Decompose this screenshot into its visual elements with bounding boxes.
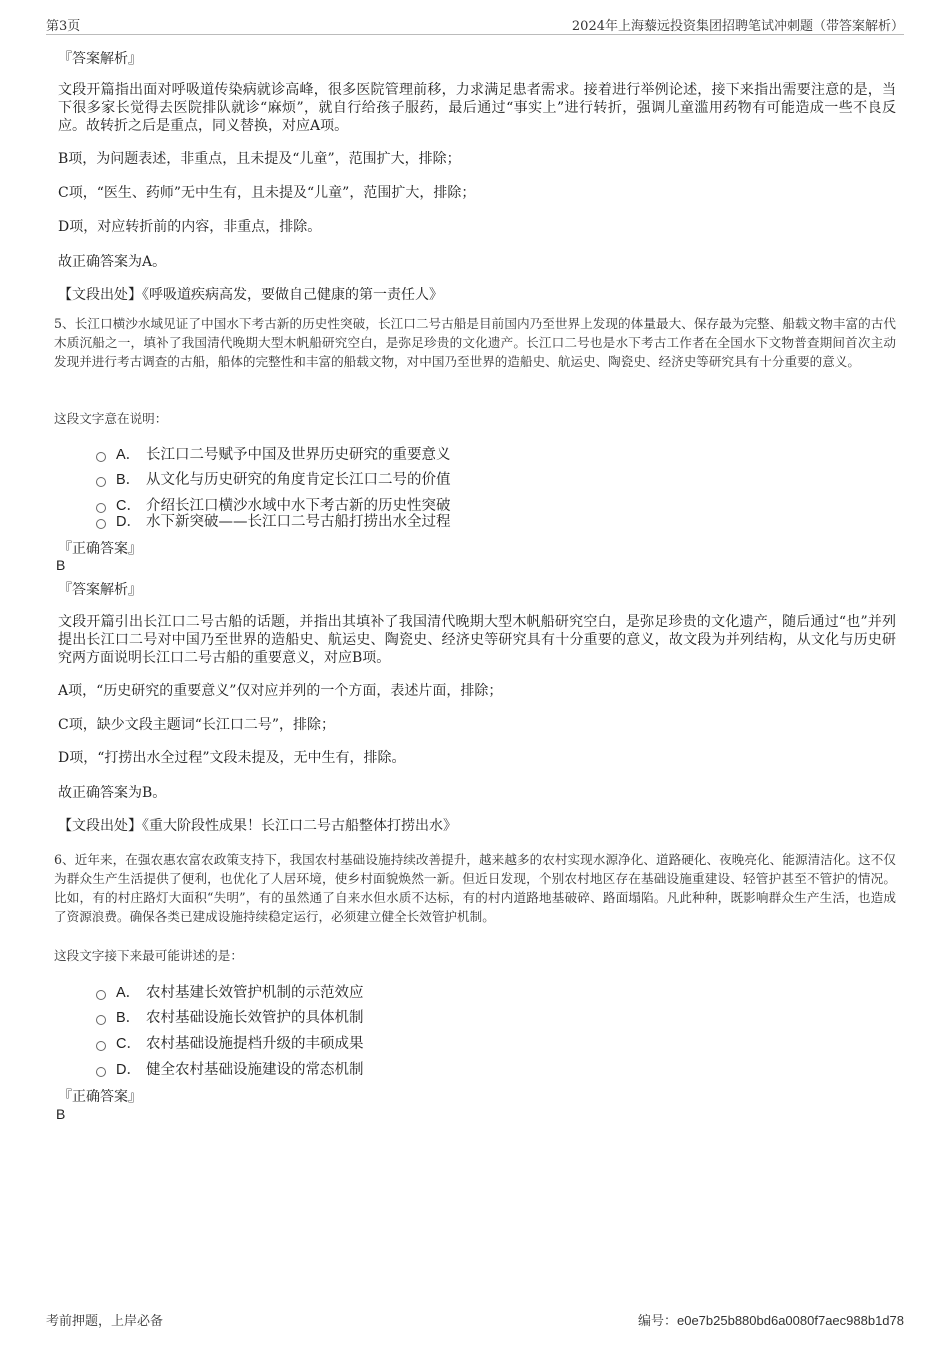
q4-source: 【文段出处】《呼吸道疾病高发，要做自己健康的第一责任人》	[58, 287, 443, 303]
q5-analysis: 文段开篇引出长江口二号古船的话题，并指出其填补了我国清代晚期大型木帆船研究空白，是弥足珍贵的文化遗产，随后通过“也”并列提出长江口二号对中国乃至世界的造船史、航运史、陶瓷史、经济史等研究具有十分重要的意义，故文段为并列结构，从文化与历史研究两方面说明长江口二号古船的重要意义，对应B项。	[58, 614, 896, 666]
radio-icon[interactable]	[96, 452, 106, 462]
footer-serial: 编号：e0e7b25b880bd6a0080f7aec988b1d78	[637, 1313, 904, 1328]
radio-icon[interactable]	[96, 1015, 106, 1025]
footer-slogan: 考前押题，上岸必备	[46, 1314, 164, 1329]
q5-option-b[interactable]	[96, 468, 451, 488]
option-text: 水下新突破——长江口二号古船打捞出水全过程	[146, 514, 451, 530]
q4-analysis-c: C项，“医生、药师”无中生有，且未提及“儿童”，范围扩大，排除；	[58, 185, 476, 201]
q5-option-a[interactable]	[96, 443, 451, 463]
q5-analysis-a: A项，“历史研究的重要意义”仅对应并列的一个方面，表述片面，排除；	[58, 683, 503, 699]
option-text: 健全农村基础设施建设的常态机制	[146, 1062, 364, 1078]
option-letter: B．	[116, 472, 141, 488]
q5-conclusion: 故正确答案为B。	[58, 785, 167, 801]
option-letter: D．	[116, 514, 141, 530]
page-header	[46, 12, 904, 35]
q5-analysis-c: C项，缺少文段主题词“长江口二号”，排除；	[58, 717, 336, 733]
q6-prompt: 这段文字接下来最可能讲述的是：	[54, 948, 243, 963]
option-text: 介绍长江口横沙水域中水下考古新的历史性突破	[146, 498, 451, 514]
q6-option-d[interactable]	[96, 1058, 364, 1078]
option-text: 从文化与历史研究的角度肯定长江口二号的价值	[146, 472, 451, 488]
radio-icon[interactable]	[96, 990, 106, 1000]
option-letter: D．	[116, 1062, 141, 1078]
q6-question-text: 6、近年来，在强农惠农富农政策支持下，我国农村基础设施持续改善提升，越来越多的农村实现水源净化、道路硬化、夜晚亮化、能源清洁化。这不仅为群众生产生活提供了便利，也优化了人居环境，使乡村面貌焕然一新。但近日发现，个别农村地区存在基础设施重建设、轻管护甚至不管护的情况。比如，有的村庄路灯大面积“失明”，有的虽然通了自来水但水质不达标，有的村内道路地基破碎、路面塌陷。凡此种种，既影响群众生产生活，也造成了资源浪费。确保各类已建成设施持续稳定运行，必须建立健全长效管护机制。	[54, 852, 896, 924]
radio-icon[interactable]	[96, 519, 106, 529]
q5-option-d[interactable]	[96, 510, 451, 530]
radio-icon[interactable]	[96, 1067, 106, 1077]
option-text: 农村基建长效管护机制的示范效应	[146, 985, 364, 1001]
option-letter: C．	[116, 1036, 141, 1052]
q6-correct-answer: B	[56, 1106, 66, 1122]
radio-icon[interactable]	[96, 477, 106, 487]
option-text: 农村基础设施长效管护的具体机制	[146, 1010, 364, 1026]
option-letter: A．	[116, 985, 141, 1001]
option-text: 农村基础设施提档升级的丰硕成果	[146, 1036, 364, 1052]
q5-question-text: 5、长江口横沙水域见证了中国水下考古新的历史性突破，长江口二号古船是目前国内乃至世界上发现的体量最大、保存最为完整、船载文物丰富的古代木质沉船之一，填补了我国清代晚期大型木帆船研究空白，是弥足珍贵的文化遗产。长江口二号也是水下考古工作者在全国水下文物普查期间首次主动发现并进行考古调查的古船，船体的完整性和丰富的船载文物，对中国乃至世界的造船史、航运史、陶瓷史、经济史等研究具有十分重要的意义。	[54, 316, 896, 369]
q5-correct-answer: B	[56, 557, 66, 573]
radio-icon[interactable]	[96, 1041, 106, 1051]
q5-analysis-label: 『答案解析』	[58, 582, 142, 598]
q6-option-a[interactable]	[96, 981, 364, 1001]
q6-option-c[interactable]	[96, 1032, 364, 1052]
q6-correct-label: 『正确答案』	[58, 1089, 142, 1105]
page-number: 第3页	[46, 19, 81, 34]
q5-source: 【文段出处】《重大阶段性成果！长江口二号古船整体打捞出水》	[58, 818, 457, 834]
q5-analysis-d: D项，“打捞出水全过程”文段未提及，无中生有，排除。	[58, 750, 406, 766]
q4-analysis-d: D项，对应转折前的内容，非重点，排除。	[58, 219, 322, 235]
option-text: 长江口二号赋予中国及世界历史研究的重要意义	[146, 447, 451, 463]
option-letter: B．	[116, 1010, 141, 1026]
q5-correct-label: 『正确答案』	[58, 541, 142, 557]
q4-conclusion: 故正确答案为A。	[58, 254, 167, 270]
q5-prompt: 这段文字意在说明：	[54, 411, 168, 426]
option-letter: A．	[116, 447, 141, 463]
option-letter: C．	[116, 498, 141, 514]
q4-analysis-b: B项，为问题表述，非重点，且未提及“儿童”，范围扩大，排除；	[58, 151, 461, 167]
q4-analysis: 文段开篇指出面对呼吸道传染病就诊高峰，很多医院管理前移，力求满足患者需求。接着进行举例论述，接下来指出需要注意的是，当下很多家长觉得去医院排队就诊“麻烦”，就自行给孩子服药，最后通过“事实上”进行转折，强调儿童滥用药物有可能造成一些不良反应。故转折之后是重点，同义替换，对应A项。	[58, 82, 896, 134]
q4-analysis-label: 『答案解析』	[58, 51, 142, 67]
document-title: 2024年上海藜远投资集团招聘笔试冲刺题（带答案解析）	[571, 19, 904, 34]
q6-option-b[interactable]	[96, 1006, 364, 1026]
